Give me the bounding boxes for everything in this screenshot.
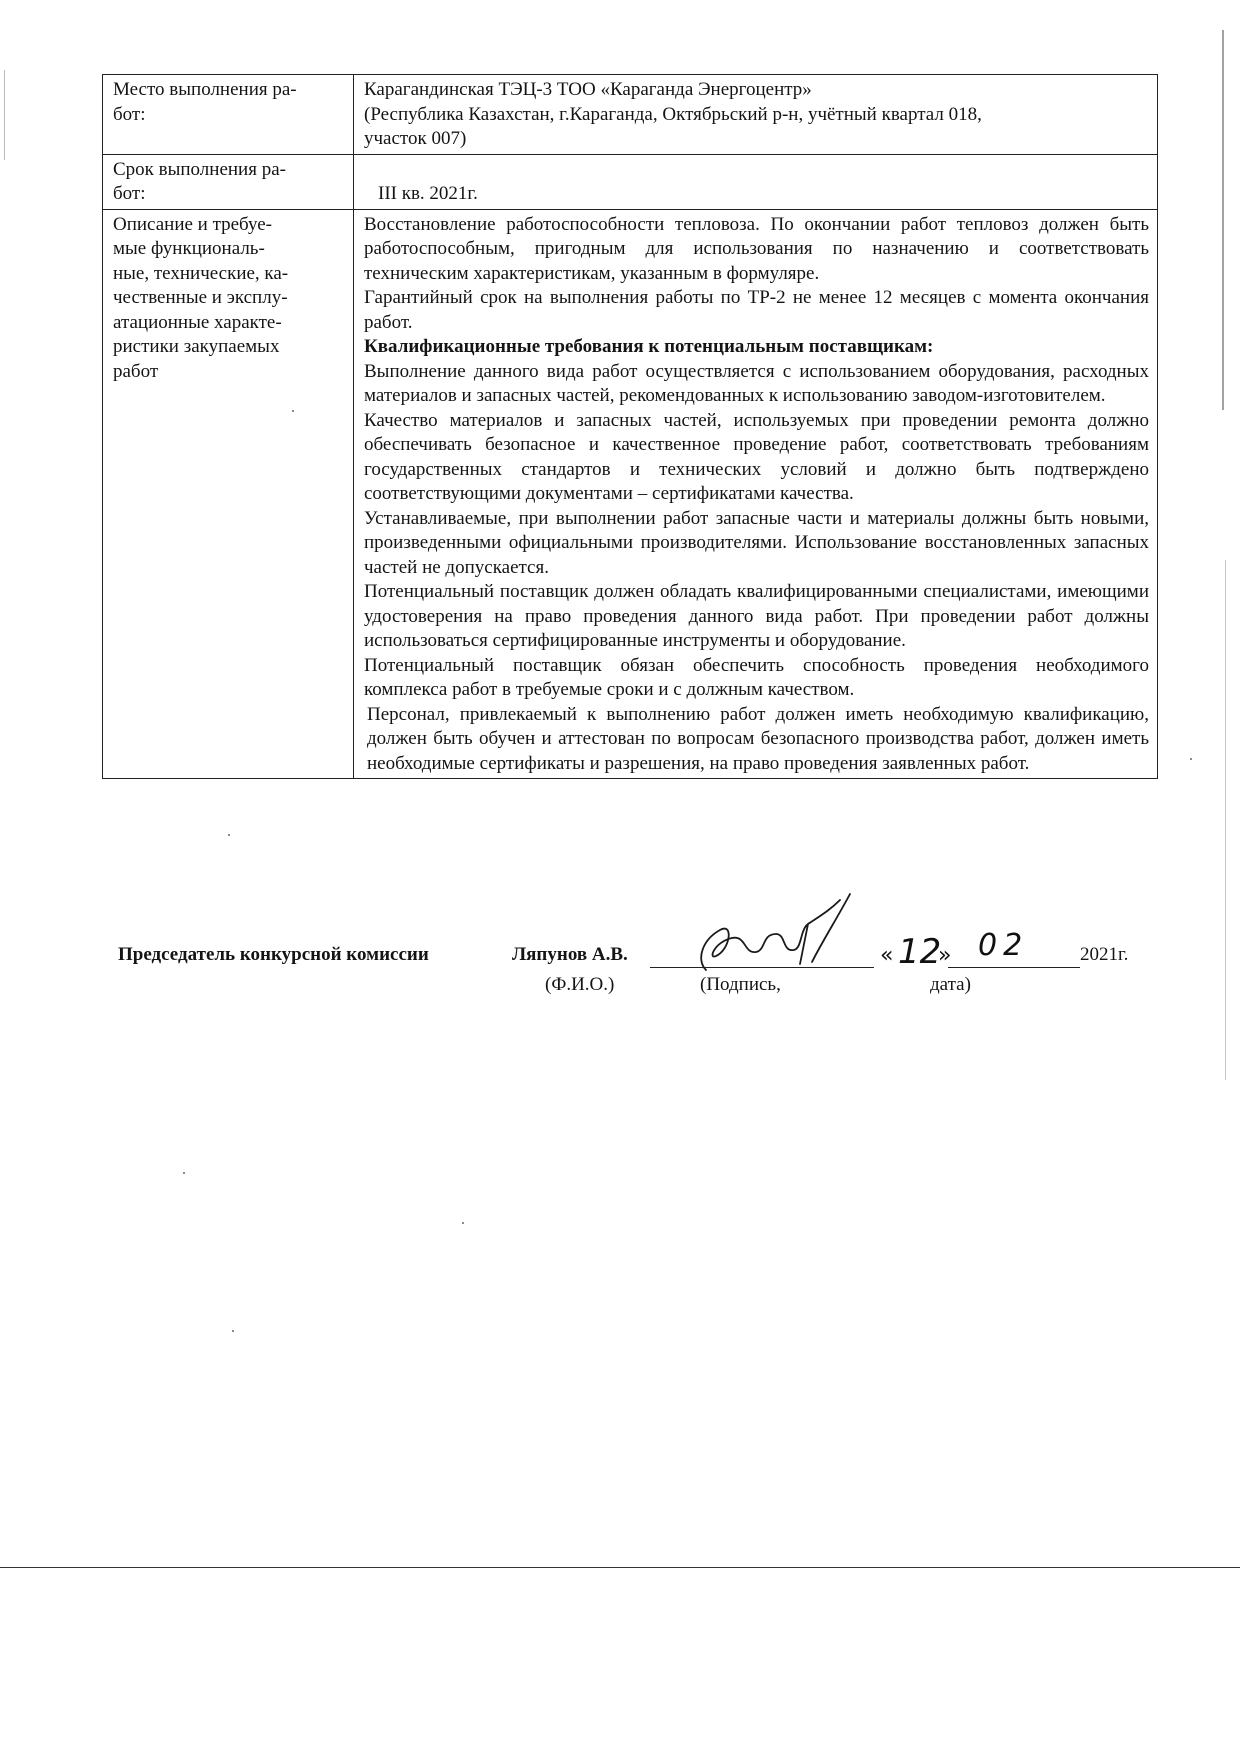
- date-month: 02: [978, 928, 1029, 963]
- term-line: [364, 158, 1149, 183]
- sign-caption: (Подпись,: [700, 974, 781, 995]
- chairman-role: Председатель конкурсной комиссии: [118, 944, 429, 965]
- fio-caption: (Ф.И.О.): [545, 974, 615, 995]
- date-year: 2021г.: [1080, 944, 1129, 965]
- qualification-paragraph: Выполнение данного вида работ осуществляется с использованием оборудования, расходных материалов и запасных частей, рекомендованных к использованию заводом-изготовителем.: [364, 360, 1149, 406]
- scan-speck: [462, 1222, 464, 1224]
- date-open-quote: «: [880, 943, 894, 968]
- row-value-term: [354, 154, 1158, 209]
- table-row: [103, 154, 1158, 209]
- date-day: 12: [898, 932, 942, 972]
- place-line: (Республика Казахстан, г.Караганда, Октябрьский р-н, учётный квартал 018,: [364, 103, 982, 125]
- description-paragraph: Восстановление работоспособности тепловоза. По окончании работ тепловоз должен быть работоспособным, пригодным для использования по назначению и соответствовать техническим характеристикам, указанным в формуляре.: [364, 213, 1149, 284]
- qualification-paragraph: Потенциальный поставщик обязан обеспечить способность проведения необходимого комплекса работ в требуемые сроки и с должным качеством.: [364, 654, 1149, 700]
- scan-speck: [1190, 758, 1192, 760]
- scan-speck: [183, 1172, 185, 1174]
- qualification-heading: Квалификационные требования к потенциальным поставщикам:: [364, 336, 934, 357]
- chairman-name: Ляпунов А.В.: [512, 944, 628, 965]
- qualification-paragraph: Качество материалов и запасных частей, используемых при проведении ремонта должно обеспечивать безопасное и качественное проведение работ, соответствовать требованиям государственных стандартов и технических условий и должно быть подтверждено соответствующими документами – сертификатами качества.: [364, 409, 1149, 504]
- row-label-description: [103, 209, 354, 779]
- scan-edge-mark: [1222, 30, 1224, 410]
- month-underline: [948, 967, 1080, 968]
- requirements-table: [102, 74, 1158, 779]
- row-value-place: [354, 75, 1158, 155]
- term-value: III кв. 2021г.: [378, 183, 478, 204]
- table-row: [103, 209, 1158, 779]
- handwritten-signature: [690, 890, 870, 980]
- qualification-paragraph: Потенциальный поставщик должен обладать квалифицированными специалистами, имеющими удостоверения на право проведения данного вида работ. При проведении работ должны использоваться сертифицированные инструменты и оборудование.: [364, 581, 1149, 651]
- row-label-term: [103, 154, 354, 209]
- qualification-paragraph: Устанавливаемые, при выполнении работ запасные части и материалы должны быть новыми, произведенными официальными производителями. Использование восстановленных запасных частей не допускается.: [364, 507, 1149, 578]
- row-label-place: [103, 75, 354, 155]
- scan-speck: [228, 834, 230, 836]
- scan-edge-mark: [1225, 560, 1226, 1080]
- label-text: Срок выполнения ра- бот:: [113, 158, 286, 204]
- description-paragraph: Гарантийный срок на выполнения работы по ТР-2 не менее 12 месяцев с момента окончания работ.: [364, 287, 1149, 333]
- date-close-quote: »: [938, 943, 952, 968]
- table-row: [103, 75, 1158, 155]
- label-text: Описание и требуе- мые функциональ- ные, технические, ка- чественные и эксплу- атационные характе- ристики закупаемых работ: [113, 213, 289, 382]
- place-line: Карагандинская ТЭЦ-3 ТОО «Караганда Энергоцентр»: [364, 79, 812, 100]
- row-value-description: [354, 209, 1158, 779]
- place-line: участок 007): [364, 128, 467, 149]
- date-caption: дата): [930, 974, 971, 995]
- bottom-rule: [0, 1567, 1240, 1568]
- scan-speck: [232, 1330, 234, 1332]
- label-text: Место выполнения ра- бот:: [113, 79, 297, 125]
- qualification-paragraph: Персонал, привлекаемый к выполнению работ должен иметь необходимую квалификацию, должен быть обучен и аттестован по вопросам безопасного производства работ, должен иметь необходимые сертификаты и разрешения, на право проведения заявленных работ.: [367, 703, 1149, 774]
- scan-edge-mark: [4, 70, 5, 160]
